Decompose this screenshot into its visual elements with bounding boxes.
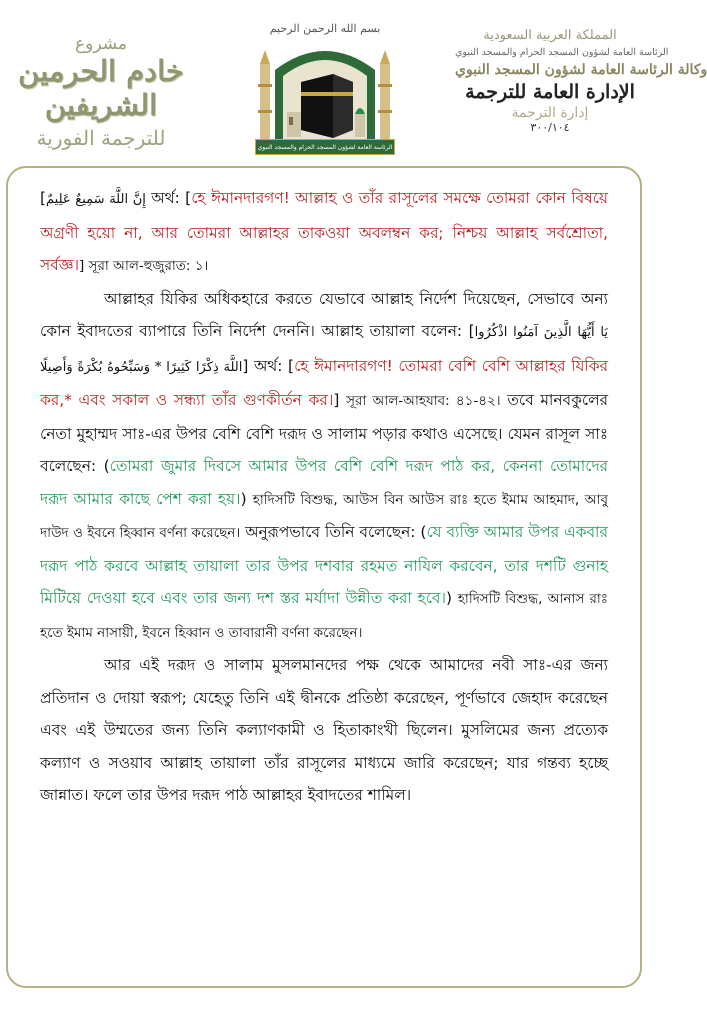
paragraph-2 <box>40 283 608 650</box>
hadith-text: যে ব্যক্তি আমার উপর একবার দরূদ পাঠ করবে আল্লাহ তায়ালা তার উপর দশবার রহমত নাযিল করবেন, তার দশটি গুনাহ মিটিয়ে দেওয়া হবে এবং তার জন্য দশ স্তর মর্যাদা উন্নীত করা হবে। <box>40 523 608 607</box>
kaaba-emblem <box>255 22 395 157</box>
translation-project-logo <box>6 30 196 150</box>
presidency-banner: الرئاسة العامة لشؤون المسجد الحرام والمسجد النبوي <box>255 139 395 155</box>
surah-reference: সূরা আল-আহযাব: ৪১-৪২। <box>346 393 501 409</box>
document-number: ٣٠٠/١٠٤ <box>530 121 570 134</box>
hadith-source: হাদিসটি বিশুদ্ধ, আনাস রাঃ হতে ইমাম নাসায়ী, ইবনে হিব্বান ও তাবারানী বর্ণনা করেছেন। <box>40 591 609 641</box>
meaning-label: অর্থ: [ <box>145 189 192 207</box>
kingdom-title: المملكة العربية السعودية <box>483 28 617 43</box>
bracket-open: [ <box>40 189 47 207</box>
text-segment: ) <box>445 589 458 607</box>
text-segment: তবে মানবকুলের নেতা মুহাম্মদ সাঃ-এর উপর বেশি বেশি দরূদ ও সালাম পড়ার কথাও এসেছে। যেমন রাসূল সাঃ বলেছেন: ( <box>40 391 609 475</box>
arabic-verse: يَا أَيُّهَا الَّذِينَ آمَنُوا اذْكُرُوا اللَّهَ ذِكْرًا كَثِيرًا * وَسَبِّحُوهُ بُكْرَةً وَأَصِيلًا <box>40 325 608 375</box>
translation-admin-title: إدارة الترجمة <box>511 105 589 121</box>
logo-left-line1: مشروع <box>74 34 127 54</box>
bismillah-text: بسم الله الرحمن الرحيم <box>269 22 381 35</box>
page-header <box>0 0 707 165</box>
hadith-text: তোমরা জুমার দিবসে আমার উপর বেশি বেশি দরূদ পাঠ কর, কেননা তোমাদের দরূদ আমার কাছে পেশ করা হয়। <box>40 457 608 508</box>
agency-title: وكالة الرئاسة العامة لشؤون المسجد النبوي <box>455 62 707 78</box>
text-segment: ] <box>333 391 347 409</box>
verse-meaning: হে ঈমানদারগণ! তোমরা বেশি বেশি আল্লাহর যিকির কর,* এবং সকাল ও সন্ধ্যা তাঁর গুণকীর্তন কর। <box>40 356 609 409</box>
hadith-source: হাদিসটি বিশুদ্ধ, আউস বিন আউস রাঃ হতে ইমাম আহমাদ, আবু দাউদ ও ইবনে হিব্বান বর্ণনা করেছেন। <box>40 491 608 541</box>
verse-meaning: হে ঈমানদারগণ! আল্লাহ ও তাঁর রাসূলের সমক্ষে তোমরা কোন বিষয়ে অগ্রণী হয়ো না, আর তোমরা আল্লাহর তাকওয়া অবলম্বন কর; নিশ্চয় আল্লাহ সর্বশ্রোতা, সর্বজ্ঞ। <box>40 189 608 274</box>
paragraph-1 <box>40 182 608 283</box>
translation-dept-title: الإدارة العامة للترجمة <box>465 81 635 103</box>
presidency-title: الرئاسة العامة لشؤون المسجد الحرام والمسجد النبوي <box>455 47 669 58</box>
document-body <box>40 182 608 812</box>
logo-left-line3: للترجمة الفورية <box>36 126 166 150</box>
paragraph-3: আর এই দরূদ ও সালাম মুসলমানদের পক্ষ থেকে আমাদের নবী সাঃ-এর জন্য প্রতিদান ও দোয়া স্বরূপ; যেহেতু তিনি এই দ্বীনকে প্রতিষ্ঠা করেছেন, পূর্ণভাবে জেহাদ করেছেন এবং এই উম্মতের জন্য তিনি কল্যাণকামী ও হিতাকাংখী ছিলেন। মুসলিমের জন্য প্রত্যেক কল্যাণ ও সওয়াব আল্লাহ তায়ালা তাঁর রাসূলের মাধ্যমে জারি করেছেন; যার গন্তব্য হচ্ছে জান্নাত। ফলে তার উপর দরূদ পাঠ আল্লাহর ইবাদতের শামিল। <box>40 656 608 804</box>
surah-reference: ] সূরা আল-হুজুরাত: ১। <box>78 258 209 274</box>
text-segment: ) <box>240 489 253 508</box>
logo-left-line2: خادم الحرمين الشريفين <box>18 54 184 122</box>
presidency-logo <box>455 28 707 163</box>
text-segment: ] অর্থ: [ <box>242 356 295 375</box>
text-segment: আল্লাহর যিকির অধিকহারে করতে যেভাবে আল্লাহ নির্দেশ দিয়েছেন, সেভাবে অন্য কোন ইবাদতের ব্যাপারে তিনি নির্দেশ দেননি। আল্লাহ তায়ালা বলেন: [ <box>40 289 608 340</box>
kaaba-minarets-icon <box>255 22 395 157</box>
arabic-verse: إِنَّ اللَّهَ سَمِيعٌ عَلِيمٌ <box>46 192 146 207</box>
text-segment: অনুরূপভাবে তিনি বলেছেন: ( <box>240 523 427 541</box>
